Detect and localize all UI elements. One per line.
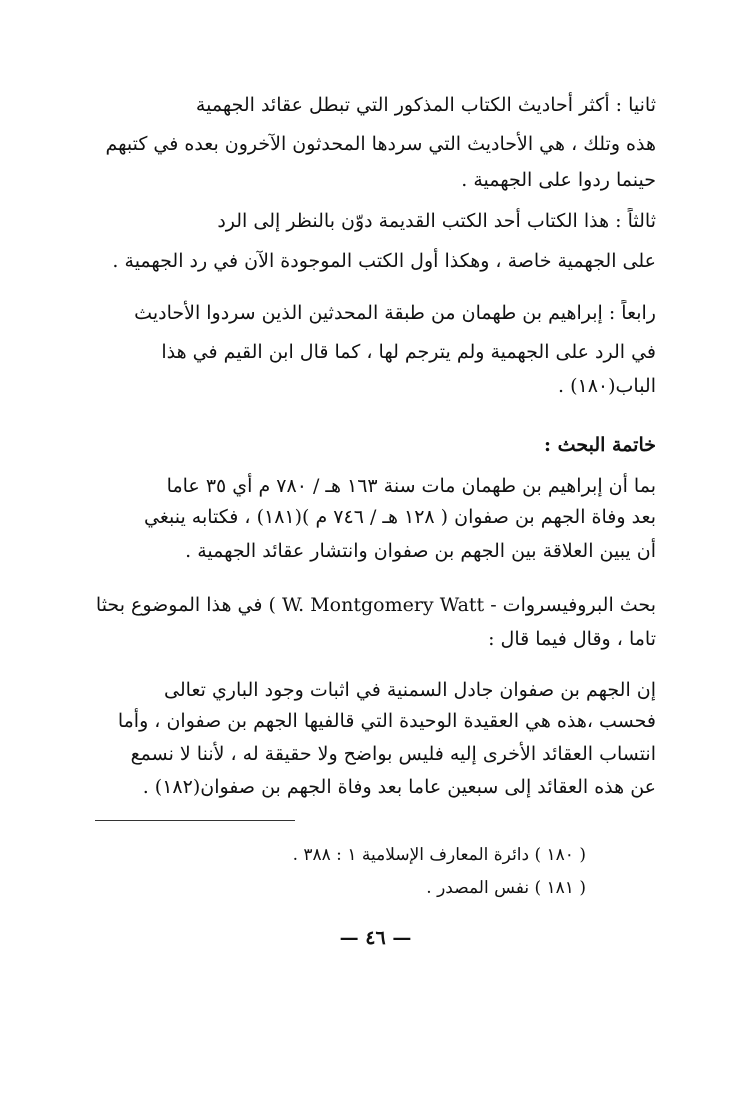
conclusion-3-line-3: انتساب العقائد الأخرى إليه فليس بواضح ولا حقيقة له ، لأننا لا نسمع <box>130 743 656 765</box>
footnote-181: ( ١٨١ ) نفس المصدر . <box>426 878 586 898</box>
paragraph-2-line-2: على الجهمية خاصة ، وهكذا أول الكتب الموجودة الآن في رد الجهمية . <box>112 250 656 272</box>
conclusion-2-line-2: تاما ، وقال فيما قال : <box>488 628 656 650</box>
paragraph-3-line-3: الباب(١٨٠) . <box>557 375 656 397</box>
conclusion-1-line-3: أن يبين العلاقة بين الجهم بن صفوان وانتشار عقائد الجهمية . <box>185 540 656 562</box>
page-number: — ٤٦ — <box>339 927 412 949</box>
conclusion-3-line-1: إن الجهم بن صفوان جادل السمنية في اثبات وجود الباري تعالى <box>164 679 656 701</box>
conclusion-1-line-1: بما أن إبراهيم بن طهمان مات سنة ١٦٣ هـ / ٧٨٠ م أي ٣٥ عاما <box>166 475 656 497</box>
conclusion-3-line-2: فحسب ،هذه هي العقيدة الوحيدة التي قالفيها الجهم بن صفوان ، وأما <box>117 710 656 732</box>
paragraph-3-line-1: رابعاً : إبراهيم بن طهمان من طبقة المحدثين الذين سردوا الأحاديث <box>134 302 656 324</box>
paragraph-1-line-2: هذه وتلك ، هي الأحاديث التي سردها المحدثون الآخرون بعده في كتبهم <box>105 133 656 155</box>
footnote-separator <box>95 820 295 821</box>
paragraph-3-line-2: في الرد على الجهمية ولم يترجم لها ، كما قال ابن القيم في هذا <box>161 341 656 363</box>
conclusion-3-line-4: عن هذه العقائد إلى سبعين عاما بعد وفاة الجهم بن صفوان(١٨٢) . <box>142 776 656 798</box>
section-heading: خاتمة البحث : <box>544 434 656 456</box>
paragraph-2-line-1: ثالثاً : هذا الكتاب أحد الكتب القديمة دوّن بالنظر إلى الرد <box>217 210 656 232</box>
conclusion-1-line-2: بعد وفاة الجهم بن صفوان ( ١٢٨ هـ / ٧٤٦ م )(١٨١) ، فكتابه ينبغي <box>143 506 656 528</box>
footnote-180: ( ١٨٠ ) دائرة المعارف الإسلامية ١ : ٣٨٨ . <box>292 845 586 865</box>
paragraph-1-line-3: حينما ردوا على الجهمية . <box>461 169 656 191</box>
conclusion-2-line-1: بحث البروفيسروات - W. Montgomery Watt ) في هذا الموضوع بحثا <box>95 594 656 616</box>
paragraph-1-line-1: ثانيا : أكثر أحاديث الكتاب المذكور التي تبطل عقائد الجهمية <box>195 94 656 116</box>
